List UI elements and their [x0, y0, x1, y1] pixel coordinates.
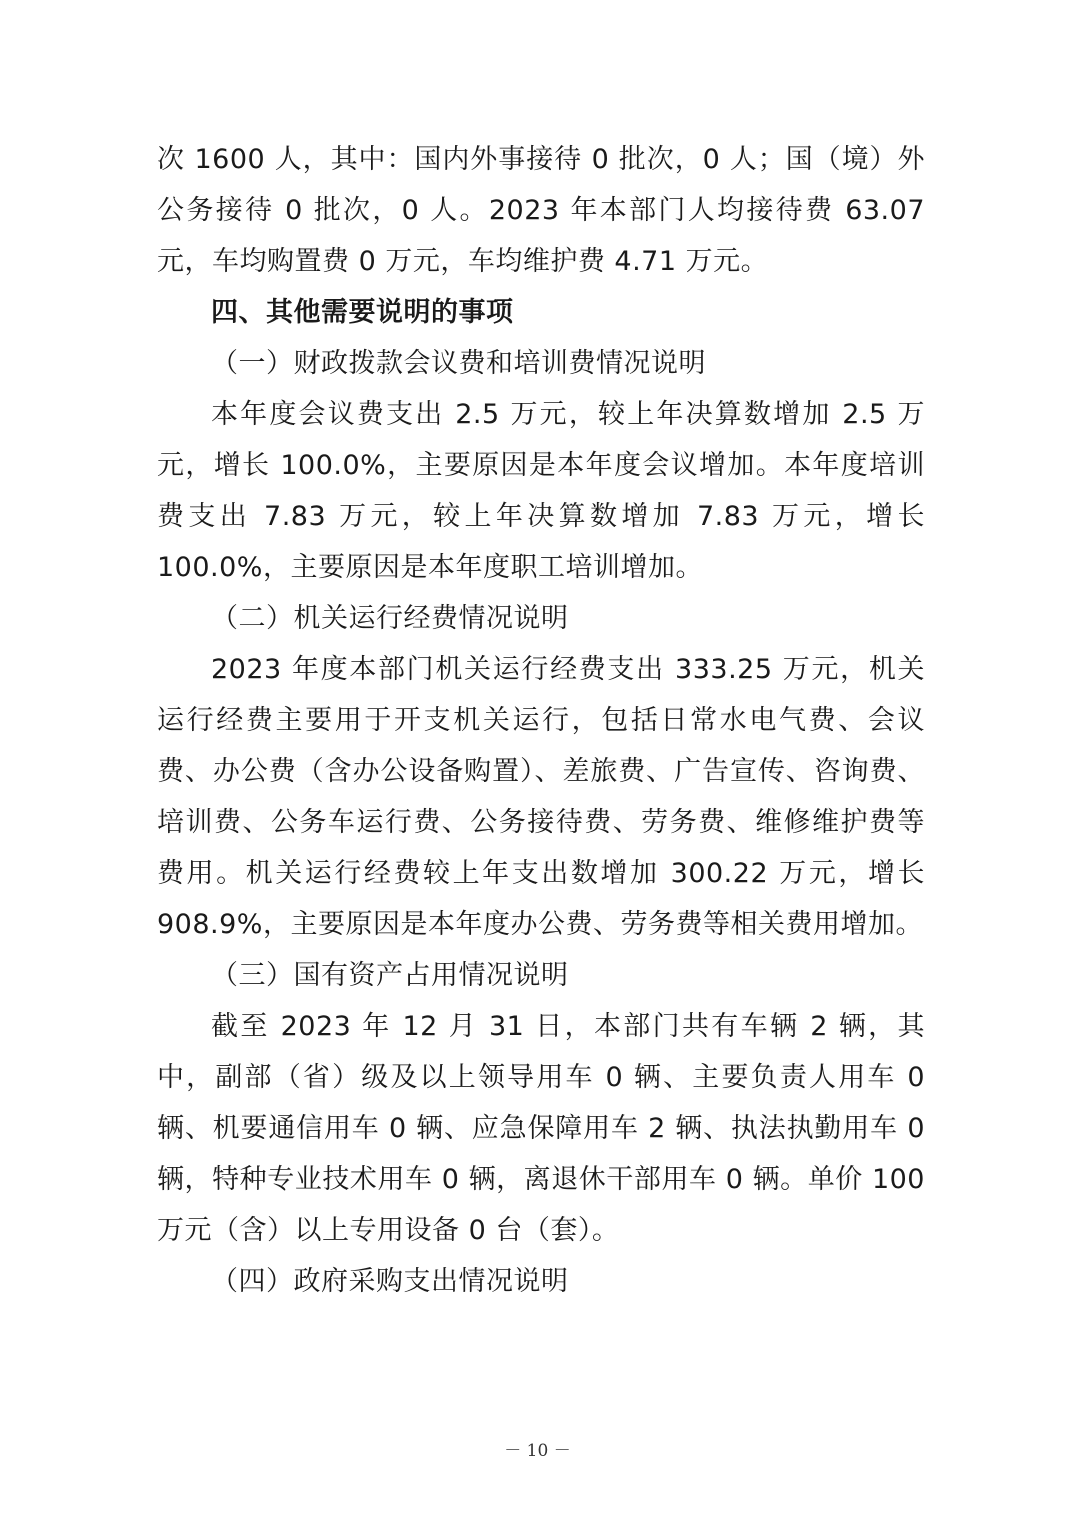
paragraph-state-assets: 截至 2023 年 12 月 31 日，本部门共有车辆 2 辆，其中，副部（省）级及以上领导用车 0 辆、主要负责人用车 0 辆、机要通信用车 0 辆、应急保障用车 2 辆、执法执勤用车 0 辆，特种专业技术用车 0 辆，离退休干部用车 0 辆。单价 100 万元（含）以上专用设备 0 台（套）。: [157, 1011, 925, 1246]
paragraph-operating-expenses: 2023 年度本部门机关运行经费支出 333.25 万元，机关运行经费主要用于开支机关运行，包括日常水电气费、会议费、办公费（含办公设备购置）、差旅费、广告宣传、咨询费、培训费、公务车运行费、公务接待费、劳务费、维修维护费等费用。机关运行经费较上年支出数增加 300.22 万元，增长 908.9%，主要原因是本年度办公费、劳务费等相关费用增加。: [157, 654, 925, 940]
section-heading-other-matters: 四、其他需要说明的事项: [211, 297, 514, 328]
subheading-government-procurement: （四）政府采购支出情况说明: [211, 1266, 569, 1297]
subheading-state-assets: （三）国有资产占用情况说明: [211, 960, 569, 991]
page-number: － 10 －: [504, 1441, 571, 1461]
subheading-meeting-training-fees: （一）财政拨款会议费和培训费情况说明: [211, 348, 706, 379]
paragraph-reception-stats: 次 1600 人，其中：国内外事接待 0 批次，0 人；国（境）外公务接待 0 批次，0 人。2023 年本部门人均接待费 63.07 元，车均购置费 0 万元，车均维护费 4.71 万元。: [157, 144, 925, 277]
subheading-operating-expenses: （二）机关运行经费情况说明: [211, 603, 569, 634]
document-body: [157, 134, 925, 1307]
paragraph-meeting-training-fees: 本年度会议费支出 2.5 万元，较上年决算数增加 2.5 万元，增长 100.0%，主要原因是本年度会议增加。本年度培训费支出 7.83 万元，较上年决算数增加 7.83 万元，增长 100.0%，主要原因是本年度职工培训增加。: [157, 399, 925, 583]
